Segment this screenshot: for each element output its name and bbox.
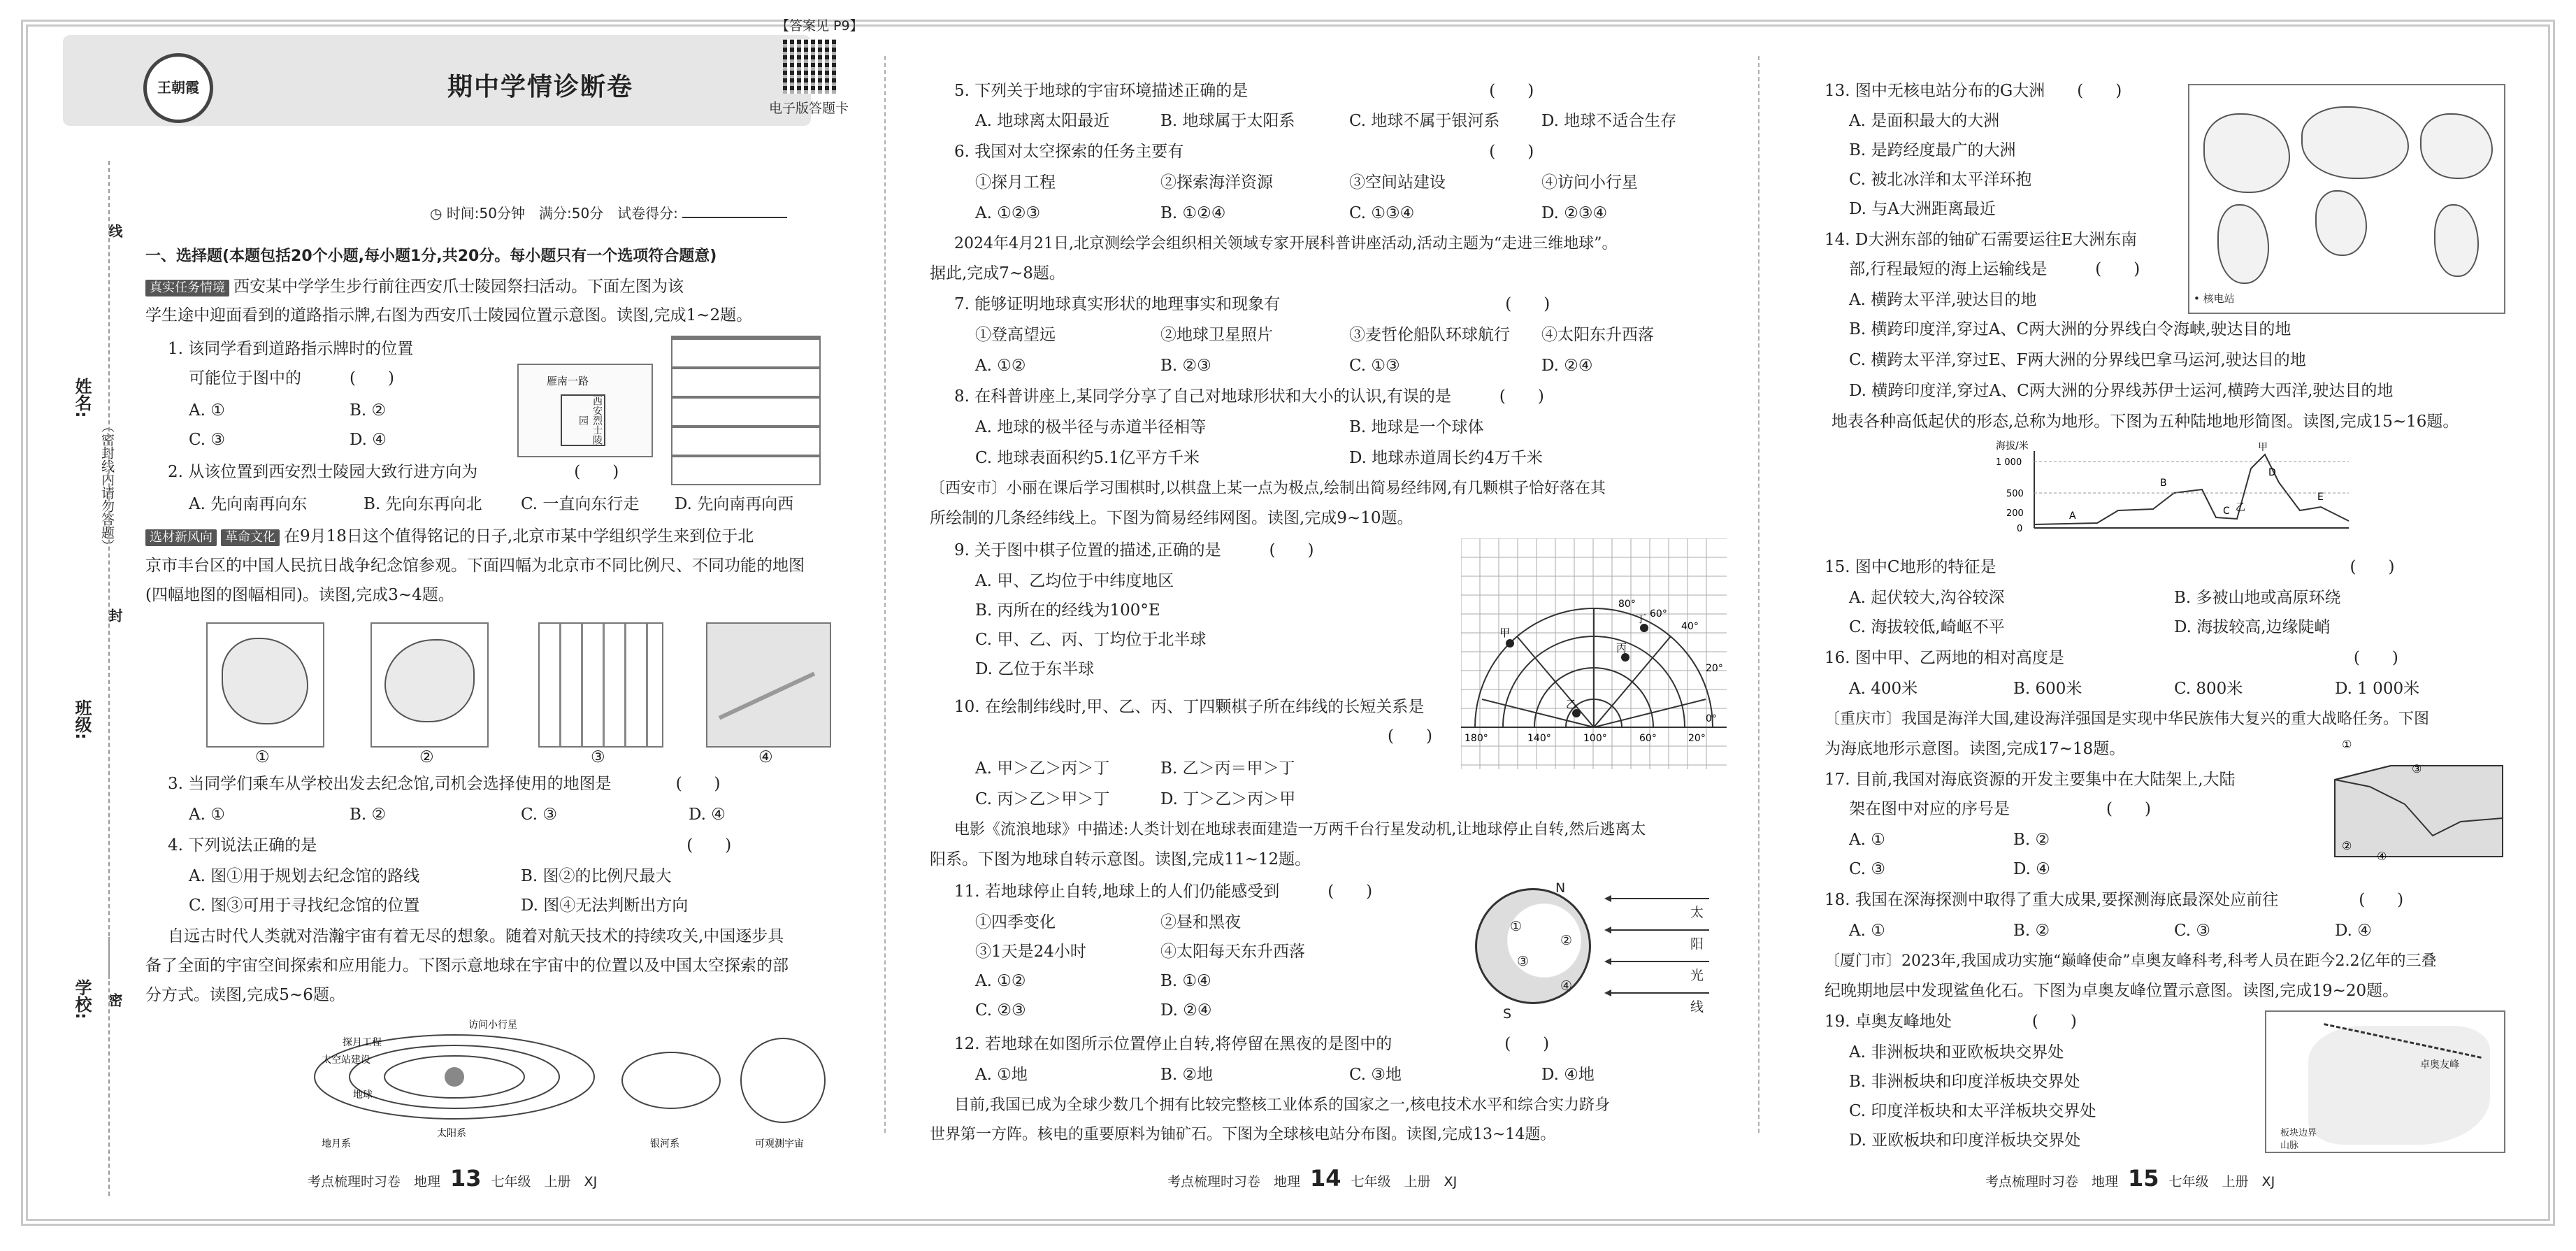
intro-10a: 〔厦门市〕2023年,我国成功实施“巅峰使命”卓奥友峰科考,科考人员在距今2.2亿年的三叠 [1825, 952, 2437, 970]
seabed-label-4: ④ [2377, 850, 2387, 863]
sunlight-char-4: 线 [1690, 999, 1704, 1015]
q14-option-b[interactable]: B. 横跨印度洋,穿过A、C两大洲的分界线白令海峡,驶达目的地 [1849, 320, 2291, 338]
question-1b: 可能位于图中的 ( ) [189, 369, 394, 387]
intro-8: 地表各种高低起伏的形态,总称为地形。下图为五种陆地地形简图。读图,完成15~16题。 [1832, 413, 2459, 431]
grid-label-jia: 甲 [1499, 627, 1511, 639]
q15-option-d[interactable]: D. 海拔较高,边缘陡峭 [2174, 618, 2331, 636]
school-label: 学校: [72, 979, 92, 1020]
profile-label-e: E [2317, 492, 2324, 503]
q5-option-a[interactable]: A. 地球离太阳最近 [975, 112, 1110, 130]
q18-option-a[interactable]: A. ① [1849, 922, 1885, 940]
q7-option-c[interactable]: C. ①③ [1349, 357, 1400, 375]
grid-label-ding: 丁 [1636, 613, 1647, 625]
question-12: 12. 若地球在如图所示位置停止自转,将停留在黑夜的是图中的 ( ) [954, 1035, 1550, 1053]
intro-7a: 目前,我国已成为全球少数几个拥有比较完整核工业体系的国家之一,核电技术水平和综合实力跻身 [954, 1096, 1610, 1114]
grid-lat-60: 60° [1650, 608, 1667, 620]
q1-option-b[interactable]: B. ② [350, 401, 387, 420]
q13-option-d[interactable]: D. 与A大洲距离最近 [1849, 200, 1996, 218]
seal-mark-2: 封 [106, 608, 123, 622]
exam-meta-text: 时间:50分钟 满分:50分 试卷得分: [446, 205, 678, 222]
logo-text: 王朝霞 [157, 79, 199, 96]
grid-lat-80: 80° [1618, 599, 1636, 610]
globe-label-3: ③ [1517, 954, 1530, 969]
question-19: 19. 卓奥友峰地处 ( ) [1825, 1013, 2077, 1031]
intro-5a: 〔西安市〕小丽在课后学习围棋时,以棋盘上某一点为极点,绘制出简易经纬网,有几颗棋子恰好落在其 [930, 480, 1606, 497]
space-label-earthmoon: 地月系 [322, 1138, 351, 1150]
q9-option-b[interactable]: B. 丙所在的经线为100°E [975, 601, 1160, 620]
q15-option-a[interactable]: A. 起伏较大,沟谷较深 [1849, 589, 2005, 607]
cho-oyu-location-map [2265, 1010, 2505, 1153]
q10-option-a[interactable]: A. 甲＞乙＞丙＞丁 [975, 759, 1110, 778]
intro-5b: 所绘制的几条经纬线上。下图为简易经纬网图。读图,完成9~10题。 [930, 509, 1413, 527]
profile-label-d: D [2268, 467, 2276, 478]
intro-3c: 分方式。读图,完成5~6题。 [145, 986, 345, 1004]
q11-item-2: ②昼和黑夜 [1160, 913, 1241, 931]
q3-option-a[interactable]: A. ① [189, 806, 225, 824]
q8-option-c[interactable]: C. 地球表面积约5.1亿平方千米 [975, 449, 1200, 467]
question-7: 7. 能够证明地球真实形状的地理事实和现象有 ( ) [954, 295, 1550, 313]
q4-option-c[interactable]: C. 图③可用于寻找纪念馆的位置 [189, 896, 420, 915]
q11-option-c[interactable]: C. ②③ [975, 1001, 1026, 1020]
q6-option-a[interactable]: A. ①②③ [975, 204, 1041, 222]
q12-option-c[interactable]: C. ③地 [1349, 1066, 1402, 1084]
q4-option-a[interactable]: A. 图①用于规划去纪念馆的路线 [189, 867, 420, 885]
question-14a: 14. D大洲东部的铀矿石需要运往E大洲东南 [1825, 231, 2138, 249]
q12-option-d[interactable]: D. ④地 [1541, 1066, 1595, 1084]
sunlight-char-2: 阳 [1690, 936, 1704, 952]
profile-label-c: C [2223, 506, 2230, 517]
q8-option-d[interactable]: D. 地球赤道周长约4万千米 [1349, 449, 1543, 467]
grid-lat-40: 40° [1681, 621, 1699, 632]
q2-option-d[interactable]: D. 先向南再向西 [675, 495, 794, 513]
footer-page-15: 考点梳理时习卷 地理 15 七年级 上册 XJ [1985, 1165, 2275, 1192]
map-legend: • 核电站 [2194, 292, 2235, 305]
q5-option-b[interactable]: B. 地球属于太阳系 [1160, 112, 1295, 130]
q5-option-d[interactable]: D. 地球不适合生存 [1541, 112, 1677, 130]
q16-option-a[interactable]: A. 400米 [1849, 680, 1918, 698]
q2-option-b[interactable]: B. 先向东再向北 [364, 495, 482, 513]
city-tag-xiamen: 〔厦门市〕 [1825, 952, 1902, 970]
section-heading: 一、选择题(本题包括20个小题,每小题1分,共20分。每小题只有一个选项符合题意) [145, 248, 717, 265]
q17-option-d[interactable]: D. ④ [2013, 860, 2050, 878]
question-4: 4. 下列说法正确的是 ( ) [168, 836, 732, 855]
question-6: 6. 我国对太空探索的任务主要有 ( ) [954, 143, 1534, 161]
q3-option-d[interactable]: D. ④ [689, 806, 726, 824]
q11-item-4: ④太阳每天东升西落 [1160, 943, 1305, 961]
intro-4b: 据此,完成7~8题。 [930, 264, 1065, 283]
question-5: 5. 下列关于地球的宇宙环境描述正确的是 ( ) [954, 82, 1534, 100]
grid-lon-140: 140° [1527, 733, 1551, 744]
question-13: 13. 图中无核电站分布的G大洲 ( ) [1825, 82, 2122, 100]
q10-option-d[interactable]: D. 丁＞乙＞丙＞甲 [1160, 790, 1296, 808]
q3-option-b[interactable]: B. ② [350, 806, 387, 824]
beijing-map-3 [538, 622, 663, 748]
sunlight-char-1: 太 [1690, 905, 1704, 920]
rotation-globe-figure [1475, 888, 1591, 1004]
q19-option-b[interactable]: B. 非洲板块和印度洋板块交界处 [1849, 1073, 2080, 1091]
globe-label-1: ① [1510, 919, 1523, 934]
grid-lon-100: 100° [1583, 733, 1607, 744]
q17-option-b[interactable]: B. ② [2013, 831, 2050, 849]
q13-option-b[interactable]: B. 是跨经度最广的大洲 [1849, 141, 2016, 159]
profile-label-a: A [2069, 510, 2076, 522]
q7-option-a[interactable]: A. ①② [975, 357, 1026, 375]
grid-lon-180: 180° [1465, 733, 1488, 744]
tag-revolution-culture: 革命文化 [221, 529, 280, 546]
intro-10b: 纪晚期地层中发现鲨鱼化石。下图为卓奥友峰位置示意图。读图,完成19~20题。 [1825, 982, 2399, 1000]
qr-caption: 电子版答题卡 [769, 101, 849, 116]
tag-new-material: 选材新风向 [145, 529, 217, 546]
q18-option-c[interactable]: C. ③ [2174, 922, 2211, 940]
question-1a: 1. 该同学看到道路指示牌时的位置 [168, 340, 414, 358]
question-14b: 部,行程最短的海上运输线是 ( ) [1849, 260, 2140, 278]
beijing-map-2 [370, 622, 489, 748]
beijing-map-4 [706, 622, 831, 748]
q2-option-c[interactable]: C. 一直向东行走 [521, 495, 640, 513]
question-15: 15. 图中C地形的特征是 ( ) [1825, 558, 2395, 576]
cemetery-location-map [671, 336, 821, 485]
grid-lat-20: 20° [1706, 663, 1723, 674]
grid-lat-0: 0° [1706, 713, 1717, 724]
question-2: 2. 从该位置到西安烈士陵园大致行进方向为 ( ) [168, 463, 619, 481]
intro-1b: 学生途中迎面看到的道路指示牌,右图为西安爪士陵园位置示意图。读图,完成1~2题。 [145, 306, 753, 324]
q9-option-a[interactable]: A. 甲、乙均位于中纬度地区 [975, 572, 1174, 590]
q18-option-d[interactable]: D. ④ [2335, 922, 2372, 940]
q9-option-d[interactable]: D. 乙位于东半球 [975, 660, 1095, 678]
intro-6a: 电影《流浪地球》中描述:人类计划在地球表面建造一万两千台行星发动机,让地球停止自转,然后逃离太 [954, 821, 1646, 838]
grid-lon-20: 20° [1688, 733, 1706, 744]
q3-option-c[interactable]: C. ③ [521, 806, 558, 824]
space-label-galaxy: 银河系 [650, 1138, 679, 1150]
map-label-1: ① [255, 748, 270, 766]
globe-label-4: ④ [1560, 978, 1573, 994]
road-sign-figure [517, 364, 653, 457]
column-divider-1 [884, 56, 886, 1133]
profile-label-yi: 乙 [2236, 502, 2245, 513]
question-9: 9. 关于图中棋子位置的描述,正确的是 ( ) [954, 541, 1314, 559]
page-title: 期中学情诊断卷 [447, 73, 634, 101]
qr-pattern [783, 39, 837, 94]
q11-option-b[interactable]: B. ①④ [1160, 972, 1211, 990]
q8-option-a[interactable]: A. 地球的极半径与赤道半径相等 [975, 418, 1207, 436]
seal-line [108, 161, 110, 1196]
profile-label-b: B [2160, 478, 2167, 489]
profile-tick-1000: 1 000 [1996, 457, 2022, 468]
q1-option-d[interactable]: D. ④ [350, 431, 387, 449]
seabed-profile-figure [2328, 738, 2510, 864]
space-label-universe: 可观测宇宙 [755, 1138, 804, 1150]
q6-item-2: ②探索海洋资源 [1160, 173, 1273, 192]
question-10: 10. 在绘制纬线时,甲、乙、丙、丁四颗棋子所在纬线的长短关系是 [954, 698, 1425, 716]
globe-label-2: ② [1560, 933, 1573, 948]
q7-item-1: ①登高望远 [975, 326, 1056, 344]
q13-option-a[interactable]: A. 是面积最大的大洲 [1849, 112, 2000, 130]
profile-tick-200: 200 [2006, 508, 2024, 519]
map-label-2: ② [419, 748, 434, 766]
intro-3b: 备了全面的宇宙空间探索和应用能力。下图示意地球在宇宙中的位置以及中国太空探索的部 [145, 957, 789, 975]
q1-option-a[interactable]: A. ① [189, 401, 225, 420]
q11-item-1: ①四季变化 [975, 913, 1056, 931]
seal-mark-1: 线 [106, 224, 123, 238]
q10-option-c[interactable]: C. 丙＞乙＞甲＞丁 [975, 790, 1110, 808]
q15-option-c[interactable]: C. 海拔较低,崎岖不平 [1849, 618, 2005, 636]
answer-reference: 【答案见 P9】 [776, 18, 863, 34]
space-label-asteroid: 访问小行星 [468, 1020, 517, 1031]
seal-note: （密封线内请勿答题） [99, 420, 115, 552]
globe-label-s: S [1503, 1006, 1512, 1022]
q6-option-d[interactable]: D. ②③④ [1541, 204, 1608, 222]
q4-option-b[interactable]: B. 图②的比例尺最大 [521, 867, 672, 885]
q6-option-b[interactable]: B. ①②④ [1160, 204, 1226, 222]
sign-road-label: 雁南一路 [547, 375, 589, 387]
space-label-earth: 地球 [353, 1089, 373, 1101]
map-label-3: ③ [591, 748, 605, 766]
intro-3a: 自远古时代人类就对浩瀚宇宙有着无尽的想象。随着对航天技术的持续攻关,中国逐步具 [168, 927, 784, 945]
q11-option-d[interactable]: D. ②④ [1160, 1001, 1212, 1020]
seabed-label-3: ③ [2412, 762, 2422, 775]
q11-option-a[interactable]: A. ①② [975, 972, 1026, 990]
city-tag-xian: 〔西安市〕 [930, 480, 1007, 497]
intro-1a: 真实任务情境 西安某中学学生步行前往西安爪士陵园祭扫活动。下面左图为该 [145, 276, 684, 297]
q4-option-d[interactable]: D. 图④无法判断出方向 [521, 896, 689, 915]
q16-option-d[interactable]: D. 1 000米 [2335, 680, 2420, 698]
q12-option-a[interactable]: A. ①地 [975, 1066, 1028, 1084]
legend-mountain: 山脉 [2280, 1141, 2299, 1151]
map-label-4: ④ [758, 748, 773, 766]
beijing-map-1 [206, 622, 324, 748]
q8-option-b[interactable]: B. 地球是一个球体 [1349, 418, 1484, 436]
question-17b: 架在图中对应的序号是 ( ) [1849, 800, 2151, 818]
exam-meta [430, 203, 787, 224]
q7-item-3: ③麦哲伦船队环球航行 [1349, 326, 1510, 344]
q2-option-a[interactable]: A. 先向南再向东 [189, 495, 308, 513]
tag-real-task: 真实任务情境 [145, 280, 229, 296]
q9-option-c[interactable]: C. 甲、乙、丙、丁均位于北半球 [975, 631, 1207, 649]
profile-label-jia: 甲 [2258, 442, 2268, 453]
q11-item-3: ③1天是24小时 [975, 943, 1086, 961]
question-3: 3. 当同学们乘车从学校出发去纪念馆,司机会选择使用的地图是 ( ) [168, 775, 721, 793]
q7-item-4: ④太阳东升西落 [1541, 326, 1654, 344]
q6-option-c[interactable]: C. ①③④ [1349, 204, 1415, 222]
q13-option-c[interactable]: C. 被北冰洋和太平洋环抱 [1849, 171, 2032, 189]
intro-2b: 京市丰台区的中国人民抗日战争纪念馆参观。下面四幅为北京市不同比例尺、不同功能的地图 [145, 557, 805, 575]
q14-option-c[interactable]: C. 横跨太平洋,穿过E、F两大洲的分界线巴拿马运河,驶达目的地 [1849, 351, 2306, 369]
intro-4a: 2024年4月21日,北京测绘学会组织相关领域专家开展科普讲座活动,活动主题为“走进三维地球”。 [954, 235, 1618, 252]
intro-2c: (四幅地图的图幅相同)。读图,完成3~4题。 [145, 586, 454, 604]
q7-option-d[interactable]: D. ②④ [1541, 357, 1593, 375]
q7-option-b[interactable]: B. ②③ [1160, 357, 1211, 375]
q12-option-b[interactable]: B. ②地 [1160, 1066, 1214, 1084]
space-hierarchy-figure [301, 1014, 832, 1154]
score-blank[interactable] [682, 217, 787, 218]
intro-7b: 世界第一方阵。核电的重要原料为铀矿石。下图为全球核电站分布图。读图,完成13~14题。 [930, 1126, 1556, 1143]
q17-option-a[interactable]: A. ① [1849, 831, 1885, 849]
q19-option-a[interactable]: A. 非洲板块和亚欧板块交界处 [1849, 1043, 2064, 1061]
q6-item-1: ①探月工程 [975, 173, 1056, 192]
q10-paren: ( ) [1388, 727, 1432, 745]
question-17a: 17. 目前,我国对海底资源的开发主要集中在大陆架上,大陆 [1825, 771, 2236, 789]
city-tag-chongqing: 〔重庆市〕 [1825, 710, 1902, 728]
footer-page-13: 考点梳理时习卷 地理 13 七年级 上册 XJ [308, 1165, 598, 1192]
q7-item-2: ②地球卫星照片 [1160, 326, 1273, 344]
q5-option-c[interactable]: C. 地球不属于银河系 [1349, 112, 1500, 130]
seal-mark-3: 密 [106, 993, 123, 1007]
clock-icon: ◷ [430, 205, 442, 222]
sign-cemetery-label: 西安烈士陵园 [561, 394, 605, 446]
space-label-station: 太空站建设 [322, 1055, 370, 1066]
question-11: 11. 若地球停止自转,地球上的人们仍能感受到 ( ) [954, 882, 1373, 901]
grid-label-bing: 丙 [1616, 642, 1627, 655]
question-18: 18. 我国在深海探测中取得了重大成果,要探测海底最深处应前往 ( ) [1825, 891, 2404, 909]
graticule-chessboard-figure [1461, 538, 1727, 769]
profile-tick-500: 500 [2006, 489, 2024, 499]
q15-option-b[interactable]: B. 多被山地或高原环绕 [2174, 589, 2341, 607]
intro-9b: 为海底地形示意图。读图,完成17~18题。 [1825, 740, 2126, 758]
q14-option-a[interactable]: A. 横跨太平洋,驶达目的地 [1849, 291, 2037, 309]
globe-label-n: N [1555, 880, 1566, 896]
space-label-solar: 太阳系 [437, 1128, 466, 1139]
intro-9a: 〔重庆市〕我国是海洋大国,建设海洋强国是实现中华民族伟大复兴的重大战略任务。下图 [1825, 710, 2430, 728]
map-label-cho-oyu: 卓奥友峰 [2420, 1059, 2459, 1071]
q18-option-b[interactable]: B. ② [2013, 922, 2050, 940]
q16-option-b[interactable]: B. 600米 [2013, 680, 2082, 698]
footer-page-14: 考点梳理时习卷 地理 14 七年级 上册 XJ [1167, 1165, 1458, 1192]
q19-option-c[interactable]: C. 印度洋板块和太平洋板块交界处 [1849, 1102, 2096, 1120]
nuclear-plant-world-map [2188, 84, 2505, 314]
profile-ylabel: 海拔/米 [1996, 441, 2029, 452]
q1-option-c[interactable]: C. ③ [189, 431, 226, 449]
publisher-logo [143, 53, 213, 123]
class-label: 班级: [72, 699, 92, 740]
column-divider-2 [1758, 56, 1760, 1133]
q6-item-3: ③空间站建设 [1349, 173, 1446, 192]
q6-item-4: ④访问小行星 [1541, 173, 1638, 192]
question-16: 16. 图中甲、乙两地的相对高度是 ( ) [1825, 649, 2398, 667]
grid-lon-60: 60° [1639, 733, 1657, 744]
intro-2a: 选材新风向 革命文化 在9月18日这个值得铭记的日子,北京市某中学组织学生来到位于北 [145, 526, 754, 547]
space-label-moon: 探月工程 [343, 1037, 382, 1048]
q10-option-b[interactable]: B. 乙＞丙＝甲＞丁 [1160, 759, 1295, 778]
seabed-label-1: ① [2342, 738, 2352, 751]
question-8: 8. 在科普讲座上,某同学分享了自己对地球形状和大小的认识,有误的是 ( ) [954, 387, 1544, 406]
intro-6b: 阳系。下图为地球自转示意图。读图,完成11~12题。 [930, 850, 1311, 868]
q14-option-d[interactable]: D. 横跨印度洋,穿过A、C两大洲的分界线苏伊士运河,横跨大西洋,驶达目的地 [1849, 382, 2394, 400]
name-label: 姓名: [72, 378, 92, 418]
seabed-label-2: ② [2342, 839, 2352, 852]
q19-option-d[interactable]: D. 亚欧板块和印度洋板块交界处 [1849, 1131, 2081, 1150]
profile-tick-0: 0 [2017, 524, 2023, 534]
legend-plate-boundary: 板块边界 [2280, 1128, 2317, 1138]
landform-profile-figure [1992, 441, 2356, 538]
sunlight-char-3: 光 [1690, 968, 1704, 983]
grid-label-yi: 乙 [1566, 698, 1577, 710]
q16-option-c[interactable]: C. 800米 [2174, 680, 2243, 698]
q17-option-c[interactable]: C. ③ [1849, 860, 1886, 878]
